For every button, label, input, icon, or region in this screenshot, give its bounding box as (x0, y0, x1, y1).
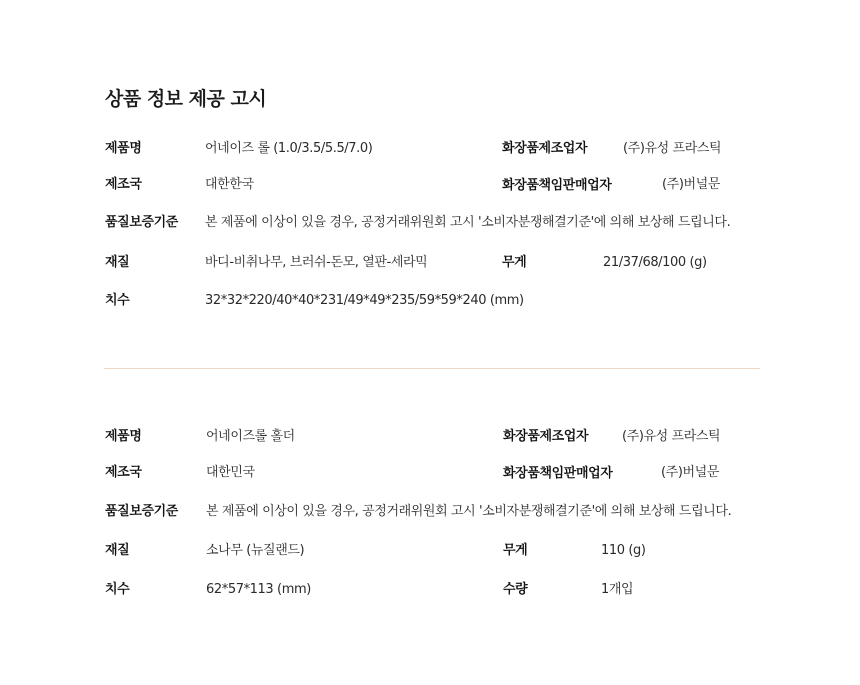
section-divider (104, 368, 760, 369)
quantity-label: 수량 (503, 582, 528, 597)
warranty-value: 본 제품에 이상이 있을 경우, 공정거래위원회 고시 '소비자분쟁해결기준'에 의해 보상해 드립니다. (206, 504, 732, 519)
weight-label: 무게 (503, 543, 528, 558)
size-value: 62*57*113 (mm) (206, 582, 311, 597)
size-value: 32*32*220/40*40*231/49*49*235/59*59*240 (mm) (205, 293, 524, 308)
size-label: 치수 (105, 293, 130, 308)
seller-value: (주)버널문 (661, 465, 719, 480)
material-value: 바디-비취나무, 브러쉬-돈모, 열판-세라믹 (205, 255, 428, 270)
material-label: 재질 (105, 255, 130, 270)
manufacturer-value: (주)유성 프라스틱 (622, 429, 721, 444)
warranty-label: 품질보증기준 (105, 504, 178, 519)
country-label: 제조국 (105, 465, 142, 480)
size-label: 치수 (105, 582, 130, 597)
weight-value: 110 (g) (601, 543, 646, 558)
warranty-label: 품질보증기준 (105, 215, 178, 230)
quantity-value: 1개입 (601, 582, 634, 597)
product-name-label: 제품명 (105, 141, 142, 156)
weight-value: 21/37/68/100 (g) (603, 255, 707, 270)
page-title: 상품 정보 제공 고시 (105, 88, 267, 110)
weight-label: 무게 (502, 255, 527, 270)
product-name-value: 어네이즈 롤 (1.0/3.5/5.5/7.0) (205, 141, 373, 156)
country-value: 대한민국 (206, 465, 255, 480)
seller-label: 화장품책임판매업자 (502, 178, 612, 193)
manufacturer-label: 화장품제조업자 (502, 141, 588, 156)
material-label: 재질 (105, 543, 130, 558)
country-value: 대한한국 (205, 177, 254, 192)
manufacturer-label: 화장품제조업자 (503, 429, 589, 444)
warranty-value: 본 제품에 이상이 있을 경우, 공정거래위원회 고시 '소비자분쟁해결기준'에 의해 보상해 드립니다. (205, 215, 731, 230)
material-value: 소나무 (뉴질랜드) (206, 543, 305, 558)
manufacturer-value: (주)유성 프라스틱 (623, 141, 722, 156)
seller-value: (주)버널문 (662, 177, 720, 192)
country-label: 제조국 (105, 177, 142, 192)
seller-label: 화장품책임판매업자 (503, 466, 613, 481)
product-name-label: 제품명 (105, 429, 142, 444)
product-name-value: 어네이즈롤 홀더 (206, 429, 295, 444)
